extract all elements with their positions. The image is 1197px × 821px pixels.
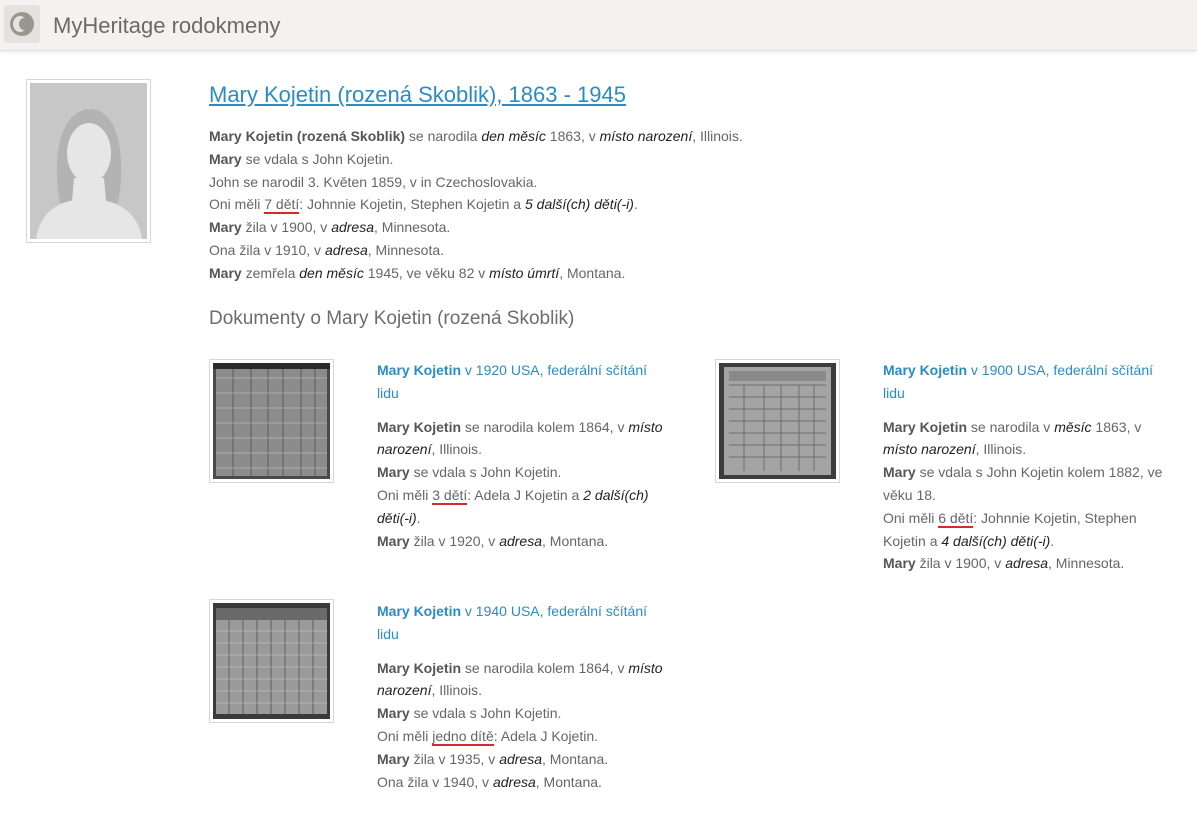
female-silhouette-icon xyxy=(30,83,147,239)
document-thumbnail-1900[interactable] xyxy=(715,359,840,483)
summary-line-residence-1900: Mary žila v 1900, v adresa, Minnesota. xyxy=(209,219,451,236)
document-link-1940[interactable]: Mary Kojetin v 1940 USA, federální sčítání lidu xyxy=(377,603,648,642)
summary-line-residence-1910: Ona žila v 1910, v adresa, Minnesota. xyxy=(209,241,445,258)
children-count[interactable]: 6 dětí xyxy=(938,509,974,526)
children-count[interactable]: jedno dítě xyxy=(432,727,494,744)
document-1900 xyxy=(883,359,1183,575)
summary-line-birth: Mary Kojetin (rozená Skoblik) se narodila den měsíc 1863, v místo narození, Illinois. xyxy=(209,128,743,144)
app-title: MyHeritage rodokmeny xyxy=(53,13,281,38)
person-summary xyxy=(209,125,743,285)
top-bar xyxy=(0,0,1197,51)
person-photo[interactable] xyxy=(26,79,151,243)
children-count[interactable]: 3 dětí xyxy=(432,486,468,503)
documents-heading: Dokumenty o Mary Kojetin (rozená Skoblik) xyxy=(209,308,575,329)
document-details: Mary Kojetin se narodila kolem 1864, v místo narození, Illinois. Mary se vdala s John Kojetin. Oni měli jedno dítě: Adela J Kojetin. Mary žila v 1935, v adresa, Montana. Ona žila v 1940, v adresa, Montana. xyxy=(377,659,663,790)
summary-line-spouse: John se narodil 3. Květen 1859, v in Czechoslovakia. xyxy=(209,173,538,190)
document-link-1900[interactable]: Mary Kojetin v 1900 USA, federální sčítání lidu xyxy=(883,362,1154,401)
document-1920 xyxy=(377,359,697,552)
census-page-icon xyxy=(213,363,330,479)
summary-line-death: Mary zemřela den měsíc 1945, ve věku 82 v místo úmrtí, Montana. xyxy=(209,264,626,281)
document-details: Mary Kojetin se narodila v měsíc 1863, v místo narození, Illinois. Mary se vdala s John Kojetin kolem 1882, ve věku 18. Oni měli 6 dětí: Johnnie Kojetin, Stephen Kojetin a 4 další(ch) děti(-i). Mary žila v 1900, v adresa, Minnesota. xyxy=(883,418,1163,572)
document-thumbnail-1920[interactable] xyxy=(209,359,334,483)
myheritage-logo-icon[interactable] xyxy=(4,5,40,43)
document-thumbnail-1940[interactable] xyxy=(209,599,334,723)
document-1940 xyxy=(377,600,697,793)
more-children-link[interactable]: 5 další(ch) děti(-i) xyxy=(524,196,634,213)
document-link-1920[interactable]: Mary Kojetin v 1920 USA, federální sčítání lidu xyxy=(377,362,648,401)
person-title-link[interactable]: Mary Kojetin (rozená Skoblik), 1863 - 1945 xyxy=(209,82,626,107)
summary-line-marriage: Mary se vdala s John Kojetin. xyxy=(209,150,394,167)
document-details: Mary Kojetin se narodila kolem 1864, v místo narození, Illinois. Mary se vdala s John Kojetin. Oni měli 3 dětí: Adela J Kojetin a 2 další(ch) děti(-i). Mary žila v 1920, v adresa, Montana. xyxy=(377,418,663,549)
census-page-icon xyxy=(213,603,330,719)
summary-line-children: Oni měli 7 dětí: Johnnie Kojetin, Stephen Kojetin a 5 další(ch) děti(-i). xyxy=(209,196,638,213)
children-count[interactable]: 7 dětí xyxy=(264,196,300,213)
census-page-icon xyxy=(719,363,836,479)
person-name[interactable]: Mary Kojetin (rozená Skoblik) xyxy=(209,128,406,144)
